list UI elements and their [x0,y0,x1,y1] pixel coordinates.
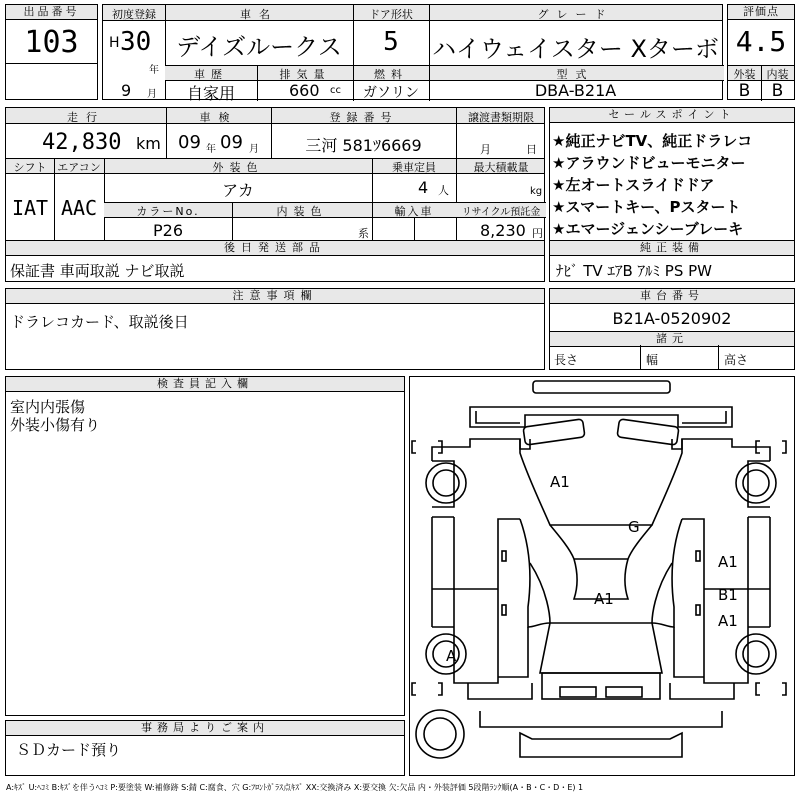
damage-mark-windshield: G [628,518,640,536]
sales-point-4: ★スマートキー、Pスタート [552,198,741,216]
later-parts-value: 保証書 車両取説 ナビ取説 [10,262,185,280]
later-parts-box [5,240,545,282]
max-load-label: 最大積載量 [473,161,529,174]
transfer-label: 譲渡書類期限 [468,111,534,124]
first-reg-year-unit: 年 [149,65,159,76]
dim-height-label: 高さ [724,353,749,367]
interior-color-label: 内装色 [276,205,328,218]
plate-label: 登録番号 [329,111,398,124]
sales-point-3: ★左オートスライドドア [552,176,715,194]
dim-width-label: 幅 [646,353,659,367]
capacity-unit: 人 [438,184,449,197]
aircon-label: エアコン [57,161,101,174]
first-reg-month-unit: 月 [147,89,157,100]
recycle-unit: 円 [532,227,543,240]
max-load-unit: kg [530,186,543,197]
sales-point-2: ★アラウンドビューモニター [552,154,746,172]
chassis-box [549,288,795,370]
shift-label: シフト [13,161,47,174]
office-label: 事務局よりご案内 [6,721,404,736]
model-label: 型式 [556,68,595,81]
equipment-label: 純正装備 [550,241,794,256]
office-value: ＳＤカード預り [16,741,122,759]
import-label: 輸入車 [394,205,434,218]
damage-mark-hood: A1 [550,473,570,491]
lot-number: 103 [24,25,79,60]
aircon-value: AAC [60,196,98,220]
damage-mark-roof: A1 [594,590,614,608]
damage-mark-right-front-door: A1 [718,553,738,571]
exterior-color-label: 外装色 [212,161,264,174]
interior-grade-label: 内装 [766,68,789,81]
interior-color-unit: 系 [358,227,369,240]
spec-box [5,107,545,242]
exterior-grade-label: 外装 [733,68,756,81]
equipment-value: ﾅﾋﾞ TV ｴｱB ｱﾙﾐ PS PW [556,262,712,280]
grade-name: ハイウェイスター Xターボ [432,35,719,63]
dim-length-label: 長さ [554,353,579,367]
first-reg-year: 30 [120,27,152,57]
notes-box [5,288,545,370]
damage-mark-left-rear-wheel: A [446,647,457,665]
inspection-month: 09 [220,132,243,153]
mileage-unit: km [136,134,161,153]
history-value: 自家用 [186,84,235,103]
car-name-label: 車名 [240,8,278,21]
dimensions-label: 諸元 [550,331,794,347]
inspector-label: 検査員記入欄 [6,377,404,392]
fuel-value: ガソリン [363,85,419,101]
capacity-value: 4 [418,178,429,197]
first-reg-era: H [109,35,120,51]
grade-label: グレード [537,8,614,21]
shift-value: IAT [11,196,49,220]
inspector-line-1: 室内内張傷 [10,398,86,416]
interior-grade-value: B [771,81,784,101]
equipment-box [549,240,795,282]
mileage-value: 42,830 [42,130,122,155]
displacement-label: 排気量 [279,68,331,81]
history-label: 車歴 [194,68,228,81]
exterior-color-value: アカ [222,181,254,200]
score-label: 評価点 [728,5,794,20]
door-count: 5 [383,27,399,57]
inspection-year-unit: 年 [206,144,216,155]
recycle-label: リサイクル預託金 [461,207,541,218]
mileage-label: 走行 [67,111,105,124]
car-name: デイズルークス [176,33,342,61]
sales-points-label: セールスポイント [550,108,794,123]
car-diagram-box [409,376,795,776]
score-value: 4.5 [735,25,787,58]
legend-text: A:ｷｽﾞ U:ﾍｺﾐ B:ｷｽﾞを伴うﾍｺﾐ P:要塗装 W:補修跡 S:錆 C:腐食、穴 G:ﾌﾛﾝﾄｶﾞﾗｽ点ｷｽﾞ XX:交換済み X:要交換 欠:欠品 内・外装評価 5段階ﾗﾝｸ順(A・B・C・D・E) 1 [6,783,584,792]
first-reg-month: 9 [121,81,132,100]
inspector-line-2: 外装小傷有り [10,416,101,434]
notes-value: ドラレコカード、取説後日 [10,313,189,331]
capacity-label: 乗車定員 [392,161,436,174]
chassis-label: 車台番号 [550,289,794,304]
transfer-month-unit: 月 [480,143,491,156]
lot-label: 出品番号 [6,5,97,20]
door-label: ドア形状 [369,8,413,21]
inspection-label: 車検 [199,111,238,124]
vehicle-info-box [102,4,723,103]
car-diagram [410,377,793,774]
sales-point-5: ★エマージェンシーブレーキ [552,220,744,238]
office-box [5,720,405,776]
first-reg-label: 初度登録 [112,8,156,21]
sales-points-box [549,107,795,242]
chassis-value: B21A-0520902 [612,309,732,328]
inspection-year: 09 [178,132,201,153]
notes-label: 注意事項欄 [6,289,544,304]
lot-box [5,4,98,100]
transfer-day-unit: 日 [526,143,537,156]
color-no-label: カラーNo. [136,205,200,218]
plate-value: 三河 581ﾂ6669 [305,136,422,155]
recycle-value: 8,230 [480,221,526,240]
model-value: DBA-B21A [534,81,617,100]
inspector-box [5,376,405,716]
inspection-month-unit: 月 [249,144,259,155]
fuel-label: 燃料 [374,68,408,81]
score-box [727,4,795,100]
damage-mark-right-rear-bottom: A1 [718,612,738,630]
later-parts-label: 後日発送部品 [6,241,544,256]
sales-point-1: ★純正ナビTV、純正ドラレコ [552,132,753,150]
exterior-grade-value: B [738,81,751,101]
color-no-value: P26 [152,221,183,240]
displacement-unit: cc [330,85,341,96]
displacement-value: 660 [289,81,320,100]
damage-mark-right-rear-top: B1 [718,586,738,604]
